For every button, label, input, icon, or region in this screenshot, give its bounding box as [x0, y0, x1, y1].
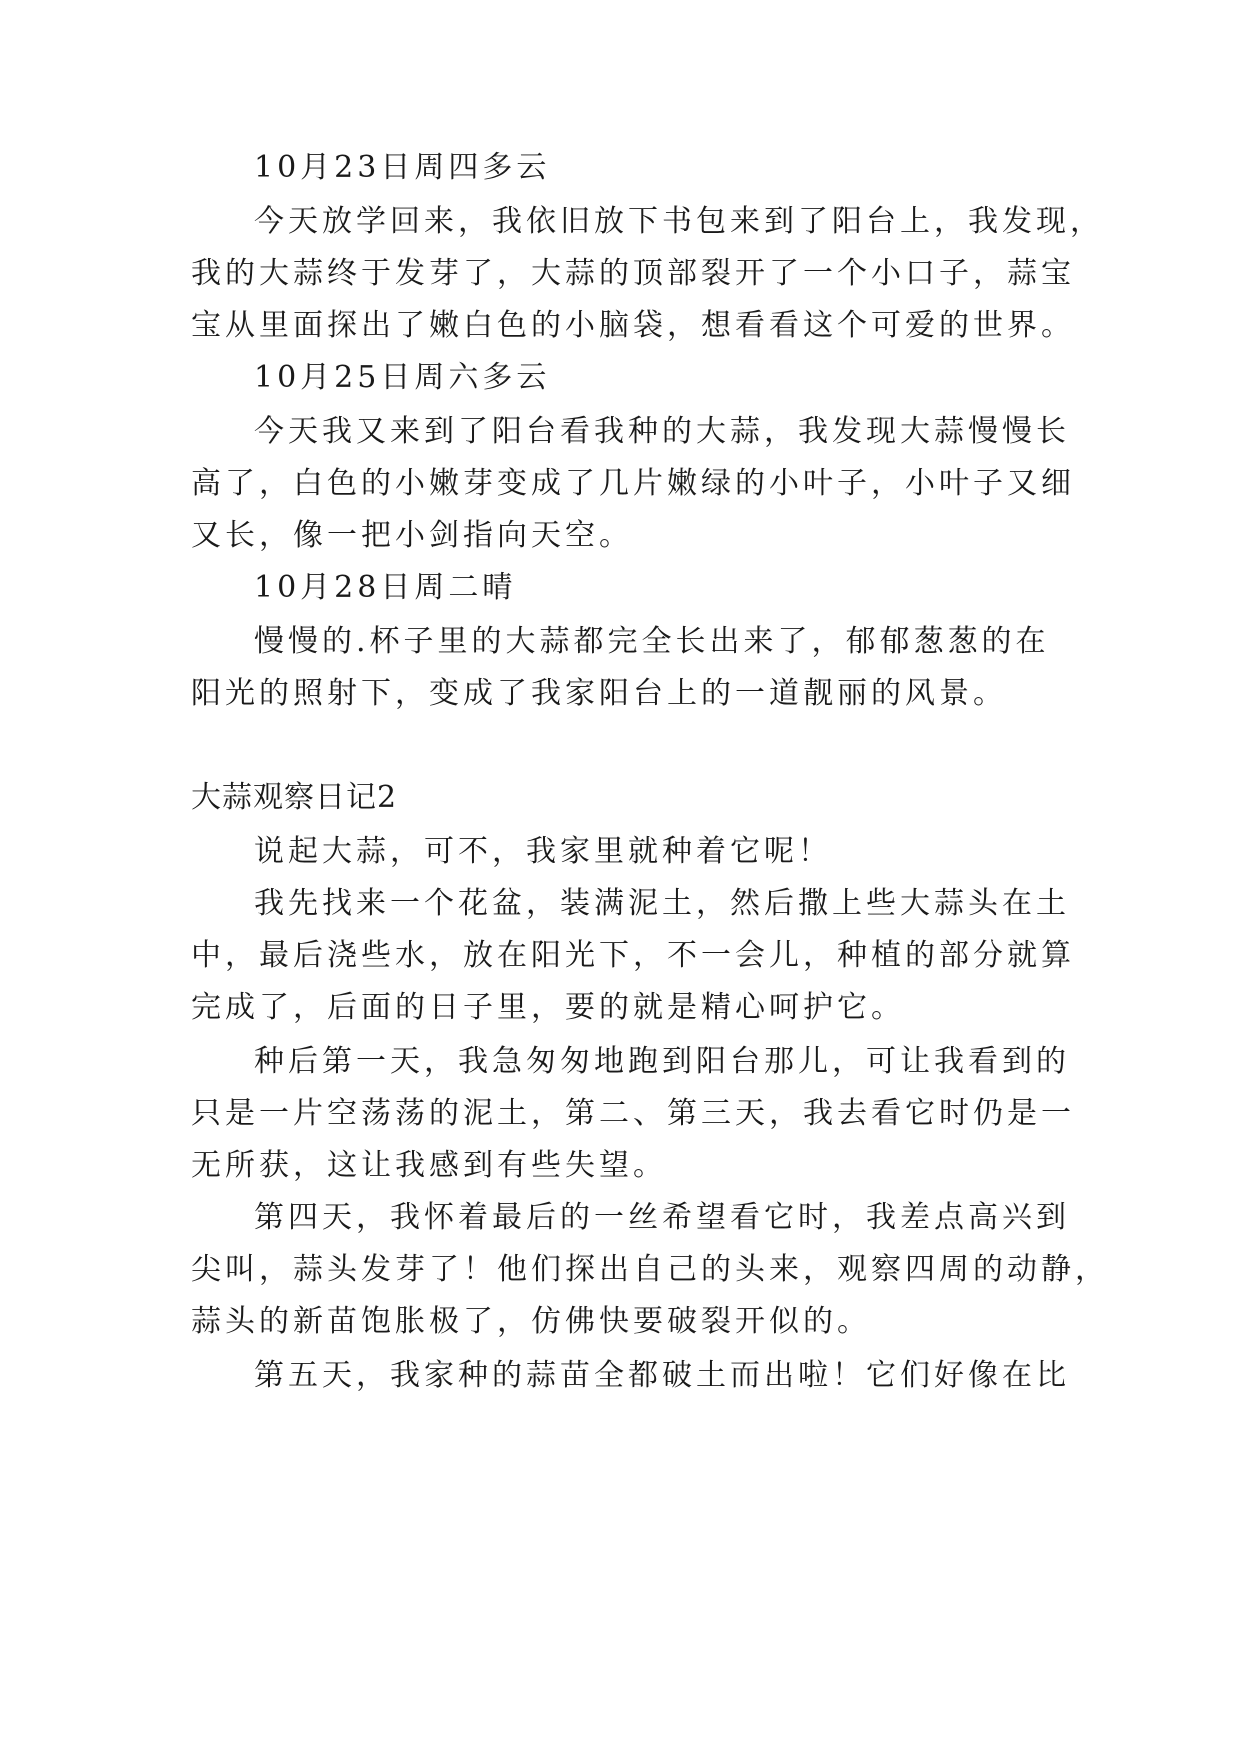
- entry-line: 阳光的照射下，变成了我家阳台上的一道靓丽的风景。: [191, 676, 1007, 711]
- entry-date: 10月25日周六多云: [254, 360, 551, 395]
- entry-date: 10月28日周二晴: [254, 570, 517, 605]
- entry-line: 我的大蒜终于发芽了，大蒜的顶部裂开了一个小口子，蒜宝: [191, 256, 1075, 291]
- paragraph-line: 我先找来一个花盆，装满泥土，然后撒上些大蒜头在土: [254, 886, 1070, 921]
- paragraph-line: 中，最后浇些水，放在阳光下，不一会儿，种植的部分就算: [191, 938, 1075, 973]
- paragraph-line: 蒜头的新苗饱胀极了，仿佛快要破裂开似的。: [191, 1304, 871, 1339]
- entry-line: 今天放学回来，我依旧放下书包来到了阳台上，我发现，: [254, 204, 1104, 239]
- paragraph-line: 第五天，我家种的蒜苗全都破土而出啦！它们好像在比: [254, 1358, 1070, 1393]
- entry-date: 10月23日周四多云: [254, 150, 551, 185]
- paragraph-line: 完成了，后面的日子里，要的就是精心呵护它。: [191, 990, 905, 1025]
- entry-line: 慢慢的.杯子里的大蒜都完全长出来了，郁郁葱葱的在: [254, 624, 1050, 659]
- paragraph-line: 只是一片空荡荡的泥土，第二、第三天，我去看它时仍是一: [191, 1096, 1075, 1131]
- entry-line: 宝从里面探出了嫩白色的小脑袋，想看看这个可爱的世界。: [191, 308, 1075, 343]
- entry-line: 今天我又来到了阳台看我种的大蒜，我发现大蒜慢慢长: [254, 414, 1070, 449]
- entry-line: 又长，像一把小剑指向天空。: [191, 518, 633, 553]
- paragraph-line: 第四天，我怀着最后的一丝希望看它时，我差点高兴到: [254, 1200, 1070, 1235]
- paragraph-line: 尖叫，蒜头发芽了！他们探出自己的头来，观察四周的动静，: [191, 1252, 1109, 1287]
- entry-line: 高了，白色的小嫩芽变成了几片嫩绿的小叶子，小叶子又细: [191, 466, 1075, 501]
- paragraph-line: 无所获，这让我感到有些失望。: [191, 1148, 667, 1183]
- paragraph-line: 说起大蒜，可不，我家里就种着它呢！: [254, 834, 832, 869]
- section-title: 大蒜观察日记2: [191, 780, 398, 815]
- paragraph-line: 种后第一天，我急匆匆地跑到阳台那儿，可让我看到的: [254, 1044, 1070, 1079]
